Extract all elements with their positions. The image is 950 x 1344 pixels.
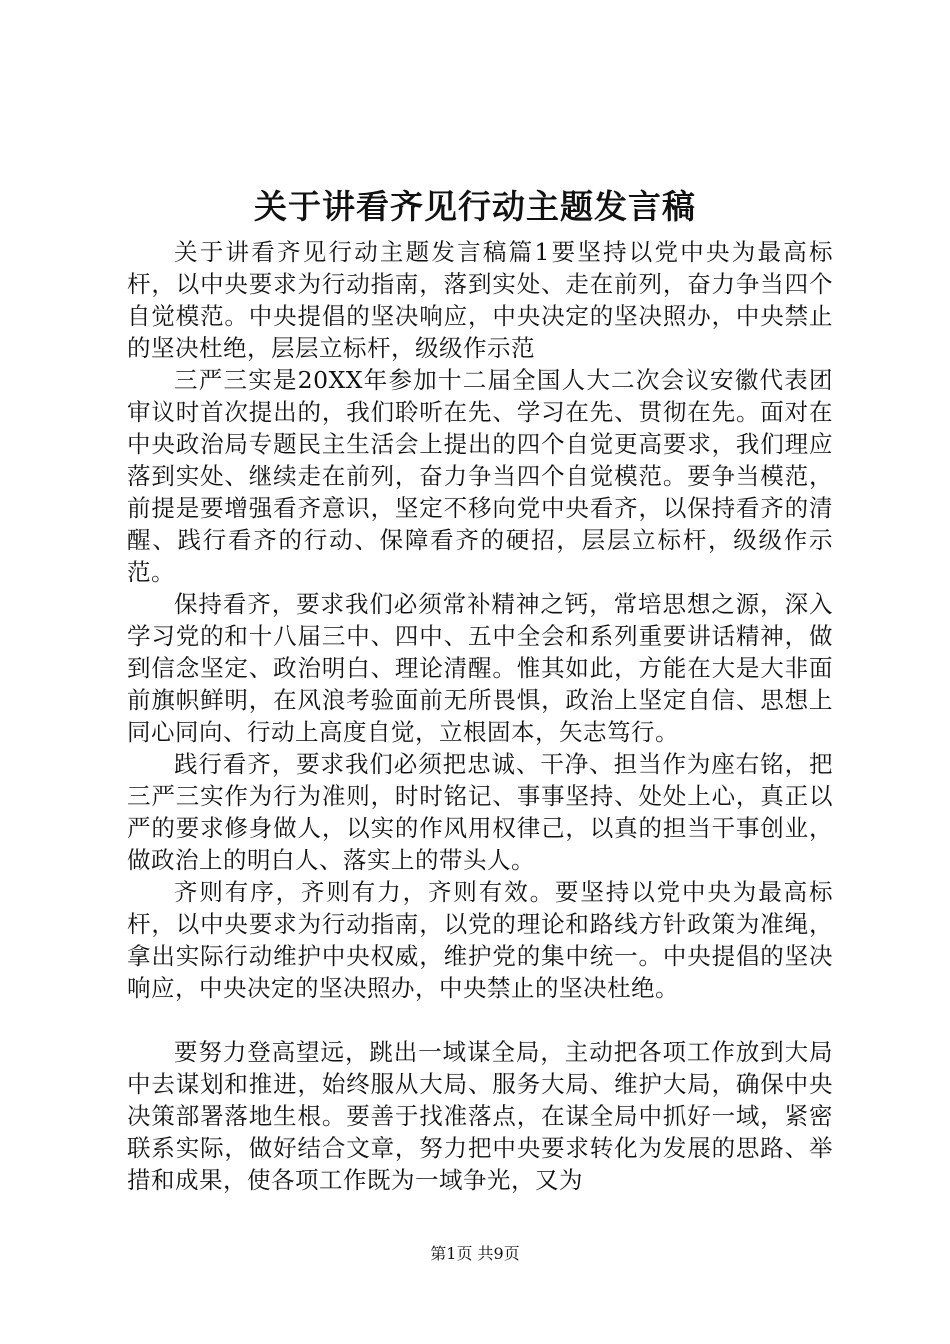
paragraph-6: 要努力登高望远，跳出一域谋全局，主动把各项工作放到大局中去谋划和推进，始终服从大局、服务大局、维护大局，确保中央决策部署落地生根。要善于找准落点，在谋全局中抓好一域，紧密联系实际，做好结合文章，努力把中央要求转化为发展的思路、举措和成果，使各项工作既为一域争光，又为 — [127, 1038, 833, 1194]
paragraph-1: 关于讲看齐见行动主题发言稿篇1要坚持以党中央为最高标杆，以中央要求为行动指南，落到实处、走在前列，奋力争当四个自觉模范。中央提倡的坚决响应，中央决定的坚决照办，中央禁止的坚决杜绝，层层立标杆，级级作示范 — [127, 238, 833, 362]
paragraph-2: 三严三实是20XX年参加十二届全国人大二次会议安徽代表团审议时首次提出的，我们聆听在先、学习在先、贯彻在先。面对在中央政治局专题民主生活会上提出的四个自觉更高要求，我们理应落到实处、继续走在前列，奋力争当四个自觉模范。要争当模范，前提是要增强看齐意识，坚定不移向党中央看齐，以保持看齐的清醒、践行看齐的行动、保障看齐的硬招，层层立标杆，级级作示范。 — [127, 366, 833, 586]
document-title: 关于讲看齐见行动主题发言稿 — [254, 187, 696, 226]
paragraph-gap — [127, 1004, 833, 1036]
paragraph-3: 保持看齐，要求我们必须常补精神之钙，常培思想之源，深入学习党的和十八届三中、四中、五中全会和系列重要讲话精神，做到信念坚定、政治明白、理论清醒。惟其如此，方能在大是大非面前旗帜鲜明，在风浪考验面前无所畏惧，政治上坚定自信、思想上同心同向、行动上高度自觉，立根固本，矢志笃行。 — [127, 590, 833, 746]
page-footer: 第1页 共9页 — [430, 1244, 520, 1263]
paragraph-5: 齐则有序，齐则有力，齐则有效。要坚持以党中央为最高标杆，以中央要求为行动指南，以党的理论和路线方针政策为准绳，拿出实际行动维护中央权威，维护党的集中统一。中央提倡的坚决响应，中央决定的坚决照办，中央禁止的坚决杜绝。 — [127, 878, 833, 1002]
document-body — [127, 236, 833, 1196]
paragraph-4: 践行看齐，要求我们必须把忠诚、干净、担当作为座右铭，把三严三实作为行为准则，时时铭记、事事坚持、处处上心，真正以严的要求修身做人，以实的作风用权律己，以真的担当干事创业，做政治上的明白人、落实上的带头人。 — [127, 750, 833, 874]
